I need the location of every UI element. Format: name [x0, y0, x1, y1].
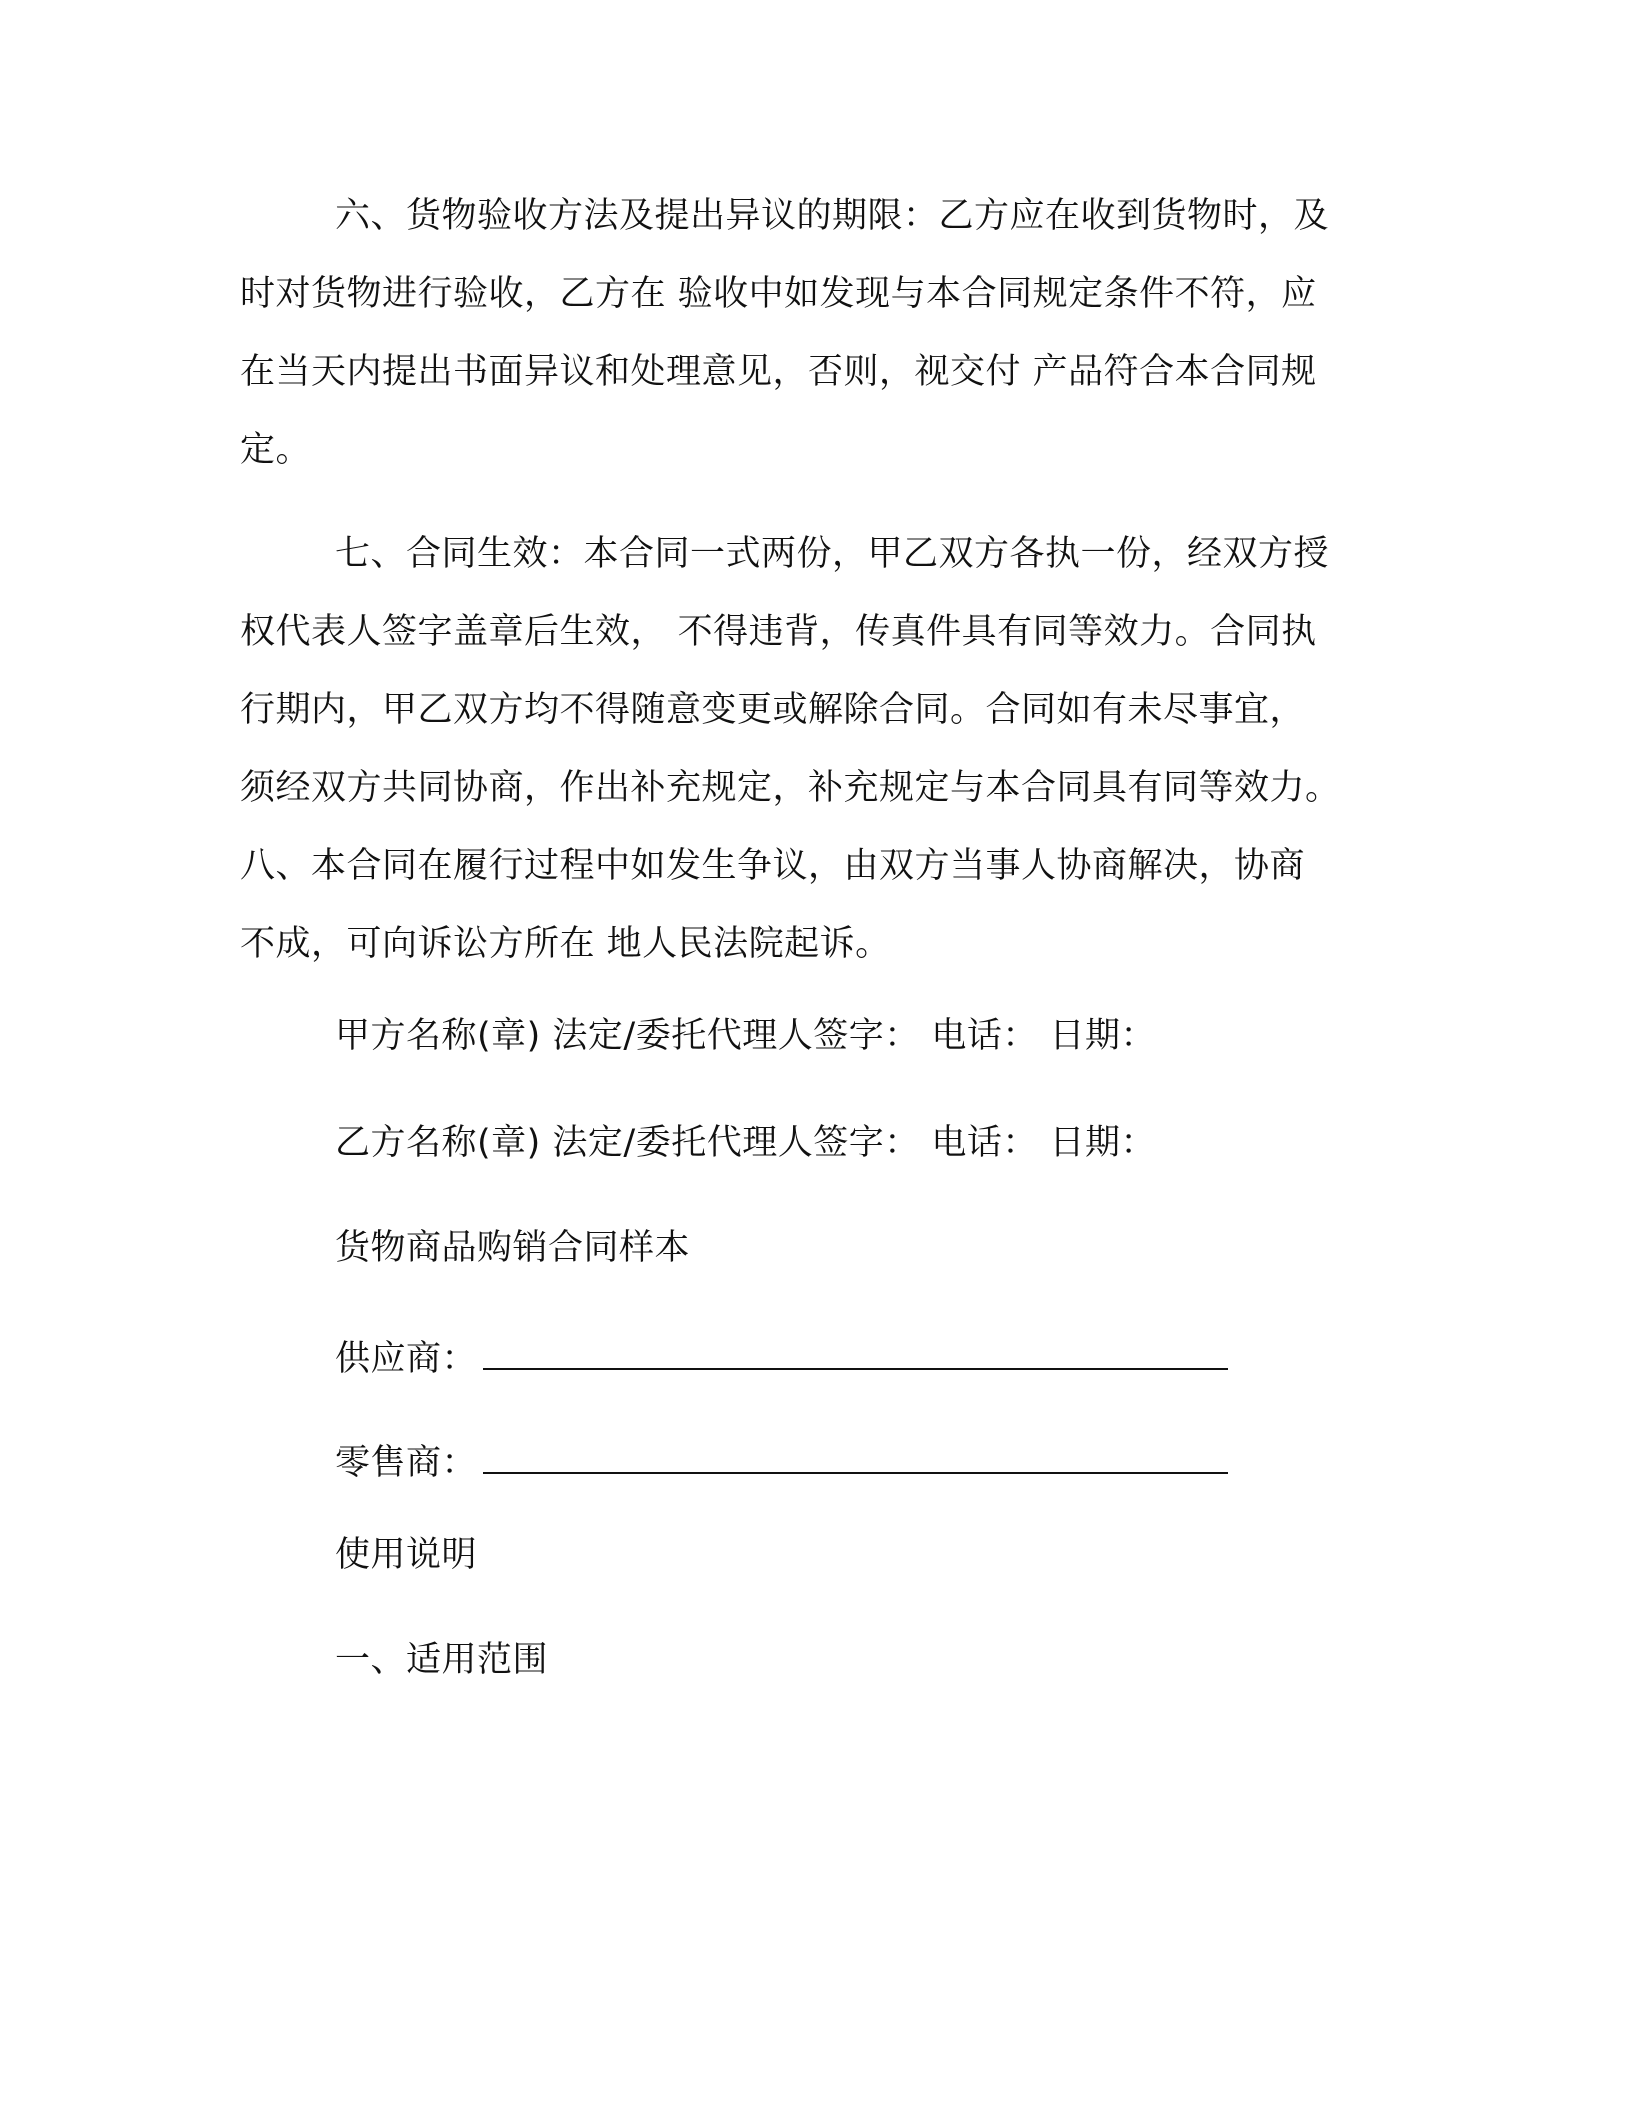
retailer-label: 零售商： — [335, 1443, 478, 1483]
paragraph-line: 时对货物进行验收，乙方在 验收中如发现与本合同规定条件不符，应 — [240, 274, 1317, 314]
paragraph-line: 须经双方共同协商，作出补充规定，补充规定与本合同具有同等效力。 — [240, 768, 1341, 808]
paragraph-line: 权代表人签字盖章后生效， 不得违背，传真件具有同等效力。合同执 — [240, 612, 1317, 652]
paragraph-line: 在当天内提出书面异议和处理意见，否则，视交付 产品符合本合同规 — [240, 352, 1317, 392]
supplier-blank-line — [483, 1330, 1228, 1370]
retailer-field — [335, 1434, 1228, 1488]
paragraph-line: 八、本合同在履行过程中如发生争议，由双方当事人协商解决，协商 — [240, 846, 1306, 886]
retailer-blank-line — [483, 1434, 1228, 1474]
paragraph-line: 定。 — [240, 430, 312, 470]
supplier-label: 供应商： — [335, 1339, 478, 1379]
paragraph-line: 七、合同生效：本合同一式两份，甲乙双方各执一份，经双方授 — [335, 534, 1330, 574]
paragraph-line: 不成，可向诉讼方所在 地人民法院起诉。 — [240, 924, 891, 964]
paragraph-line: 行期内，甲乙双方均不得随意变更或解除合同。合同如有未尽事宜， — [240, 690, 1306, 730]
paragraph-line: 六、货物验收方法及提出异议的期限：乙方应在收到货物时，及 — [335, 196, 1330, 236]
supplier-field — [335, 1330, 1228, 1384]
party-b-signature-line: 乙方名称(章) 法定/委托代理人签字： 电话： 日期： — [335, 1123, 1156, 1163]
section-6-paragraph — [240, 177, 1375, 489]
scope-heading: 一、适用范围 — [335, 1640, 549, 1680]
party-a-signature-line: 甲方名称(章) 法定/委托代理人签字： 电话： 日期： — [335, 1016, 1156, 1056]
section-7-8-paragraph — [240, 515, 1375, 983]
sample-title: 货物商品购销合同样本 — [335, 1228, 691, 1268]
instructions-title: 使用说明 — [335, 1535, 478, 1575]
